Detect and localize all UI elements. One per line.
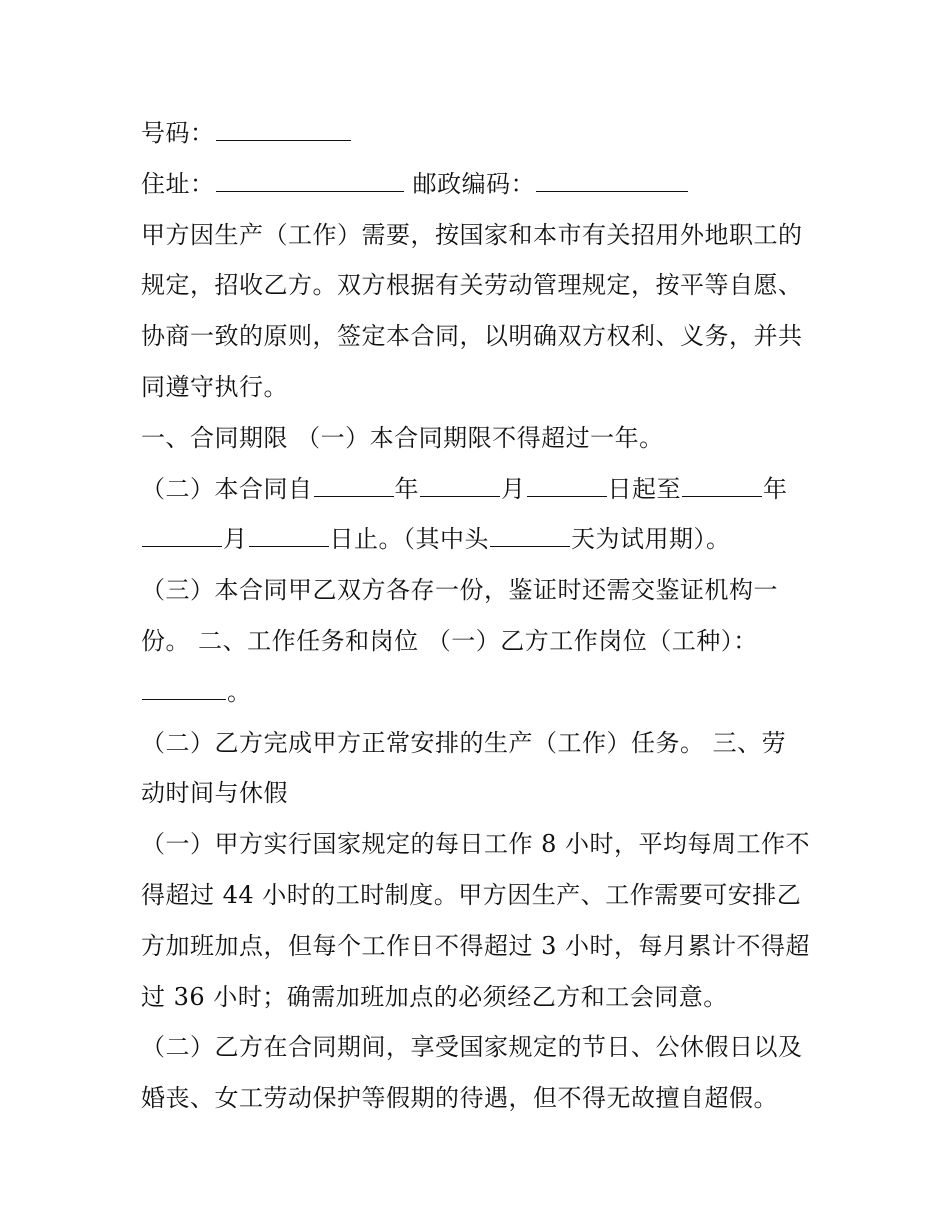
paragraph-line: （一）甲方实行国家规定的每日工作 8 小时，平均每周工作不 [141,830,811,859]
paragraph-line: （三）本合同甲乙双方各存一份，鉴证时还需交鉴证机构一 [141,576,778,605]
month-label: 月 [223,525,248,554]
number-label: 号码： [141,119,215,147]
postcode-label: 邮政编码： [404,169,536,198]
period-mark: 。 [227,677,252,706]
number-blank [216,120,351,141]
paragraph-line: 甲方因生产（工作）需要，按国家和本市有关招用外地职工的 [141,220,803,249]
paragraph-line: 过 36 小时；确需加班加点的必须经乙方和工会同意。 [141,982,728,1011]
trial-label: 日止。（其中头 [329,525,489,554]
paragraph-line: 婚丧、女工劳动保护等假期的待遇，但不得无故擅自超假。 [141,1084,778,1113]
term-start-line [141,464,813,515]
address-blank [216,171,404,192]
term-start-label: （二）本合同自 [141,474,313,503]
term-end-line [141,514,813,565]
paragraph-line: 协商一致的原则，签定本合同，以明确双方权利、义务，并共 [141,322,803,351]
trial-suffix: 天为试用期）。 [571,525,731,554]
address-label: 住址： [141,169,215,198]
paragraph-line: （二）乙方在合同期间，享受国家规定的节日、公休假日以及 [141,1033,803,1062]
postcode-blank [536,171,688,192]
paragraph-line: （二）乙方完成甲方正常安排的生产（工作）任务。 三、劳 [141,728,787,757]
paragraph-line: 方加班加点，但每个工作日不得超过 3 小时，每月累计不得超 [141,931,811,960]
start-month-blank [420,476,500,497]
end-year-blank [682,476,762,497]
address-line [141,159,813,210]
year-label: 年 [763,474,788,503]
contract-body [141,108,813,1124]
trial-days-blank [490,526,570,547]
paragraph-line: 规定，招收乙方。双方根据有关劳动管理规定，按平等自愿、 [141,271,803,300]
job-position-line [141,667,813,718]
end-month-blank [142,526,222,547]
until-label: 日起至 [607,474,681,503]
section-heading-line: 一、合同期限 （一）本合同期限不得超过一年。 [141,423,664,452]
paragraph-line: 动时间与休假 [141,779,288,808]
start-year-blank [314,476,394,497]
paragraph-line: 份。 二、工作任务和岗位 （一）乙方工作岗位（工种）： [141,626,758,655]
month-label: 月 [501,474,526,503]
number-line [141,108,813,159]
end-day-blank [249,526,329,547]
paragraph-line: 同遵守执行。 [141,372,288,401]
paragraph-line: 得超过 44 小时的工时制度。甲方因生产、工作需要可安排乙 [141,880,802,909]
job-position-blank [142,679,226,700]
start-day-blank [527,476,607,497]
year-label: 年 [394,474,419,503]
